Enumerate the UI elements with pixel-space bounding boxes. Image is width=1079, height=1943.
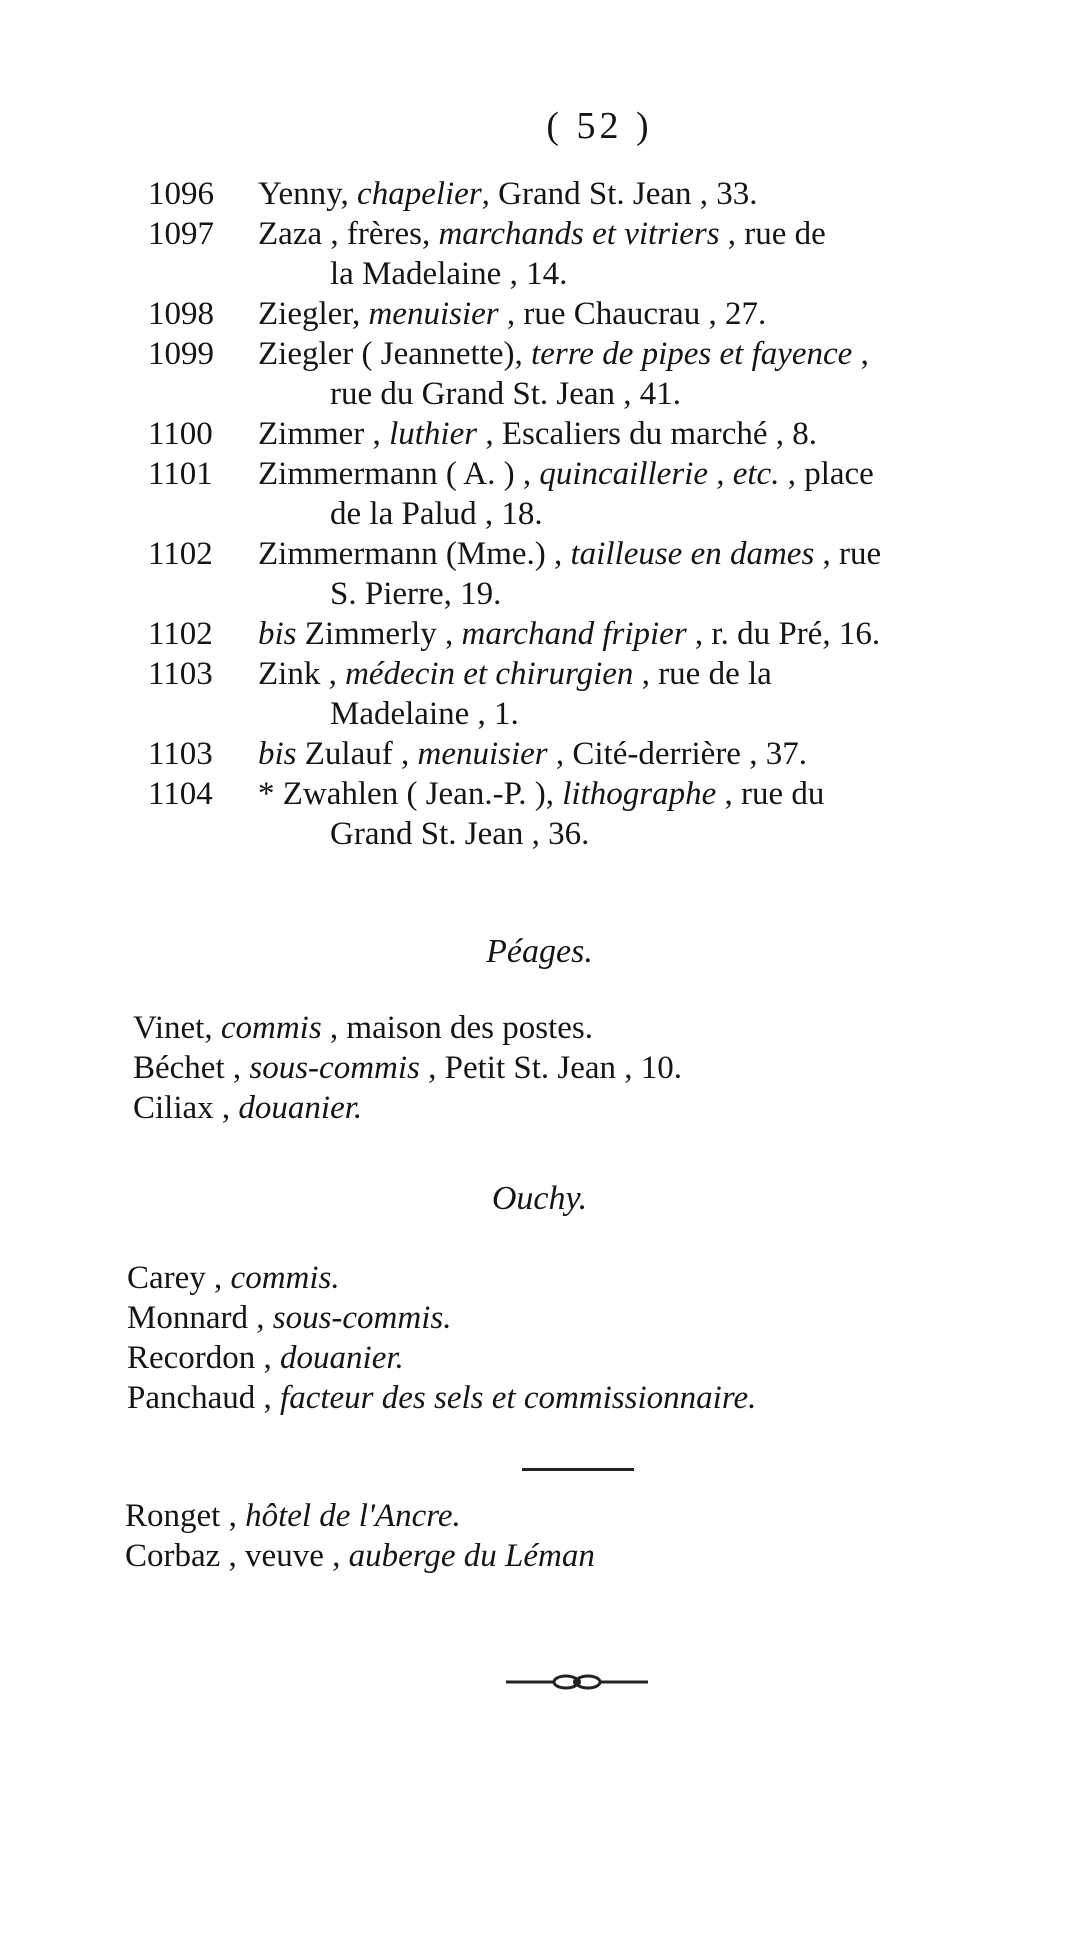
text-segment: Corbaz , veuve ,: [125, 1538, 349, 1574]
section-title-peages: Péages.: [486, 933, 593, 970]
peages-list: [133, 1008, 682, 1128]
italic-text: sous-commis.: [272, 1300, 452, 1336]
entry-text: [258, 414, 817, 454]
hotels-list: [125, 1496, 595, 1576]
italic-text: tailleuse en dames: [570, 536, 815, 572]
text-segment: Zink ,: [258, 656, 346, 692]
text-segment: , rue: [814, 536, 882, 572]
italic-text: lithographe: [562, 776, 717, 812]
text-segment: Panchaud ,: [127, 1380, 281, 1416]
text-segment: Zimmermann (Mme.) ,: [258, 536, 571, 572]
text-segment: , maison des postes.: [321, 1010, 593, 1046]
entry-continuation: S. Pierre, 19.: [330, 576, 502, 612]
text-segment: Zimmermann ( A. ) ,: [258, 456, 540, 492]
text-segment: Zaza , frères,: [258, 216, 439, 252]
italic-text: sous-commis: [249, 1050, 420, 1086]
italic-text: luthier: [389, 416, 478, 452]
text-segment: , Escaliers du marché , 8.: [477, 416, 818, 452]
text-segment: * Zwahlen ( Jean.-P. ),: [258, 776, 563, 812]
text-segment: Ciliax ,: [133, 1090, 239, 1126]
text-segment: , Grand St. Jean , 33.: [481, 176, 758, 212]
text-segment: Vinet,: [133, 1010, 221, 1046]
list-item: [133, 1008, 682, 1048]
italic-text: marchands et vitriers: [438, 216, 720, 252]
entry-continuation: Grand St. Jean , 36.: [330, 816, 590, 852]
entry-text: [258, 534, 881, 574]
text-segment: Carey ,: [127, 1260, 231, 1296]
entry-text: [258, 614, 880, 654]
entry-number: 1102: [148, 536, 213, 572]
entry-text: [258, 454, 874, 494]
entry-number: 1097: [148, 216, 214, 252]
list-item: [127, 1378, 756, 1418]
entry-text: [258, 734, 807, 774]
italic-text: menuisier: [368, 296, 499, 332]
entry-number: 1103: [148, 656, 213, 692]
list-item: [127, 1258, 756, 1298]
italic-text: facteur des sels et commissionnaire.: [280, 1380, 757, 1416]
italic-text: terre de pipes et fayence: [531, 336, 853, 372]
ornament-icon: [504, 1672, 650, 1692]
italic-text: auberge du Léman: [348, 1538, 595, 1574]
list-item: [127, 1298, 756, 1338]
list-item: [127, 1338, 756, 1378]
text-segment: Ziegler,: [258, 296, 369, 332]
text-segment: Zimmerly ,: [296, 616, 462, 652]
entry-number: 1099: [148, 336, 214, 372]
text-segment: , rue de la: [633, 656, 772, 692]
italic-text: menuisier: [417, 736, 548, 772]
text-segment: Zimmer ,: [258, 416, 390, 452]
entry-text: [258, 774, 824, 814]
text-segment: , r. du Pré, 16.: [686, 616, 881, 652]
italic-text: commis.: [230, 1260, 340, 1296]
italic-text: médecin et chirurgien: [345, 656, 634, 692]
entry-number: 1100: [148, 416, 213, 452]
italic-text: commis: [220, 1010, 322, 1046]
entry-text: [258, 174, 758, 214]
entry-number: 1103: [148, 736, 213, 772]
list-item: [125, 1496, 595, 1536]
italic-text: hôtel de l'Ancre.: [245, 1498, 461, 1534]
entry-continuation: la Madelaine , 14.: [330, 256, 568, 292]
italic-text: chapelier: [357, 176, 482, 212]
italic-text: bis: [258, 616, 297, 652]
text-segment: Ronget ,: [125, 1498, 246, 1534]
italic-text: douanier.: [238, 1090, 363, 1126]
text-segment: , rue Chaucrau , 27.: [498, 296, 767, 332]
text-segment: , Petit St. Jean , 10.: [419, 1050, 683, 1086]
text-segment: Ziegler ( Jeannette),: [258, 336, 532, 372]
italic-text: marchand fripier: [461, 616, 687, 652]
divider-rule: [522, 1468, 634, 1471]
entry-number: 1102: [148, 616, 213, 652]
text-segment: Yenny,: [258, 176, 358, 212]
entry-continuation: rue du Grand St. Jean , 41.: [330, 376, 682, 412]
text-segment: Monnard ,: [127, 1300, 273, 1336]
entry-text: [258, 654, 772, 694]
list-item: [133, 1088, 682, 1128]
entry-continuation: de la Palud , 18.: [330, 496, 543, 532]
italic-text: bis: [258, 736, 297, 772]
entry-text: [258, 334, 869, 374]
entry-text: [258, 294, 766, 334]
text-segment: , rue de: [719, 216, 826, 252]
entry-number: 1104: [148, 776, 213, 812]
entry-text: [258, 214, 826, 254]
text-segment: , place: [779, 456, 874, 492]
entry-continuation: Madelaine , 1.: [330, 696, 519, 732]
text-segment: Zulauf ,: [296, 736, 418, 772]
text-segment: Recordon ,: [127, 1340, 281, 1376]
text-segment: , Cité-derrière , 37.: [547, 736, 807, 772]
entry-number: 1096: [148, 176, 214, 212]
list-item: [133, 1048, 682, 1088]
italic-text: quincaillerie , etc.: [539, 456, 780, 492]
section-title-ouchy: Ouchy.: [491, 1180, 588, 1217]
entry-number: 1101: [148, 456, 213, 492]
text-segment: , rue du: [716, 776, 825, 812]
text-segment: Béchet ,: [133, 1050, 250, 1086]
list-item: [125, 1536, 595, 1576]
text-segment: ,: [852, 336, 869, 372]
page-number: ( 52 ): [546, 105, 653, 147]
italic-text: douanier.: [280, 1340, 404, 1376]
entry-number: 1098: [148, 296, 214, 332]
ouchy-list: [127, 1258, 756, 1418]
